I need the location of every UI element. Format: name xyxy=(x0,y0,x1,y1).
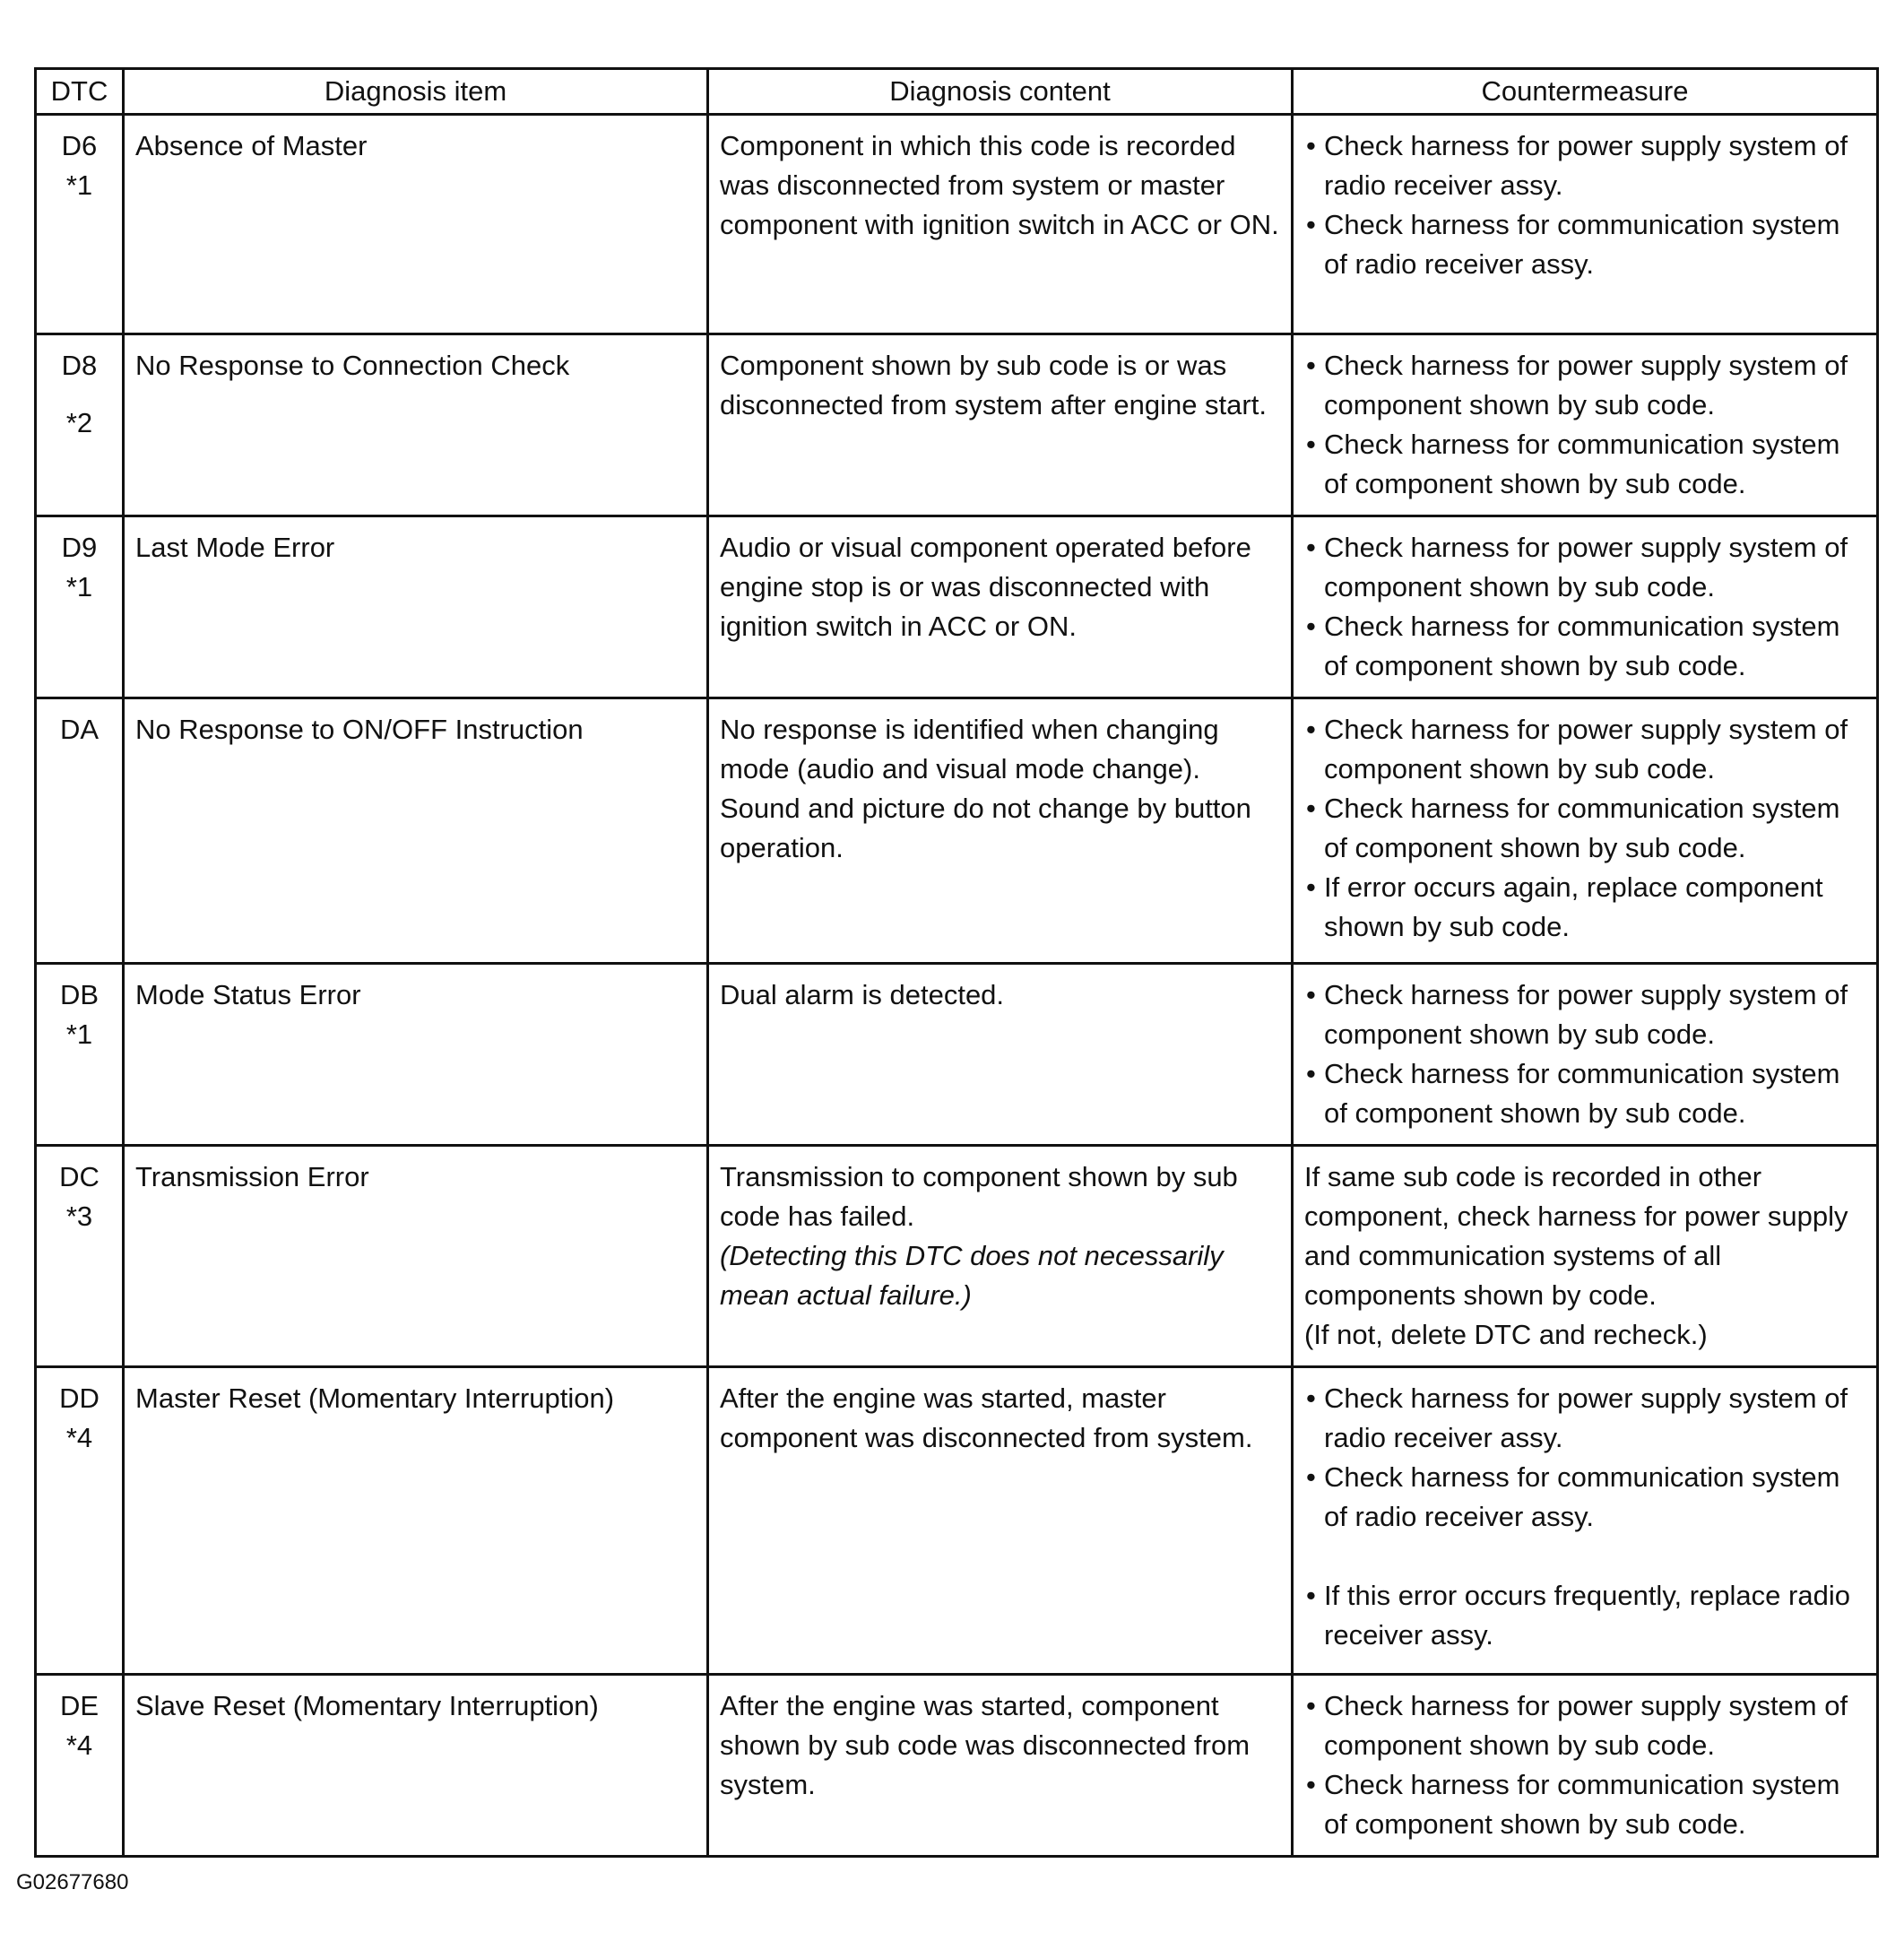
dtc-note: *1 xyxy=(65,571,93,602)
diagnosis-content: After the engine was started, master component was disconnected from system. xyxy=(708,1367,1293,1675)
dtc-code: DC xyxy=(59,1161,100,1192)
table-row xyxy=(36,964,1878,1146)
diagnosis-content: Audio or visual component operated before engine stop is or was disconnected with ignition switch in ACC or ON. xyxy=(708,516,1293,698)
countermeasure-cell xyxy=(1293,1146,1878,1367)
dtc-note: *4 xyxy=(65,1422,93,1453)
countermeasure-item: • Check harness for communication system of component shown by sub code. xyxy=(1304,425,1865,504)
dtc-code-cell xyxy=(36,1675,124,1857)
diagnosis-item: Transmission Error xyxy=(124,1146,708,1367)
diagnosis-content: Dual alarm is detected. xyxy=(708,964,1293,1146)
dtc-note: *4 xyxy=(65,1729,93,1761)
dtc-code: D8 xyxy=(61,350,98,381)
diagnosis-content-note: (Detecting this DTC does not necessarily mean actual failure.) xyxy=(720,1240,1224,1311)
countermeasure-item: • Check harness for power supply system of component shown by sub code. xyxy=(1304,346,1865,425)
dtc-code: DA xyxy=(59,714,100,745)
dtc-note: *1 xyxy=(65,1018,93,1050)
countermeasure-item: • Check harness for power supply system of component shown by sub code. xyxy=(1304,710,1865,789)
dtc-note: *3 xyxy=(65,1200,93,1232)
dtc-note: *2 xyxy=(65,407,93,438)
header-dtc: DTC xyxy=(36,69,124,115)
countermeasure-cell xyxy=(1293,698,1878,964)
dtc-code-cell xyxy=(36,516,124,698)
diagnosis-content: No response is identified when changing mode (audio and visual mode change). Sound and picture do not change by button operation. xyxy=(708,698,1293,964)
dtc-note: *1 xyxy=(65,169,93,201)
dtc-code: DB xyxy=(59,979,100,1010)
diagnosis-item: Absence of Master xyxy=(124,115,708,334)
countermeasure-cell xyxy=(1293,964,1878,1146)
countermeasure-item: • Check harness for power supply system of radio receiver assy. xyxy=(1304,126,1865,205)
header-diagnosis-content: Diagnosis content xyxy=(708,69,1293,115)
table-row xyxy=(36,1146,1878,1367)
countermeasure-cell xyxy=(1293,1675,1878,1857)
table-row xyxy=(36,1675,1878,1857)
dtc-table xyxy=(34,67,1879,1858)
dtc-code-cell xyxy=(36,964,124,1146)
countermeasure-item: • Check harness for communication system of component shown by sub code. xyxy=(1304,607,1865,686)
diagnosis-item: Master Reset (Momentary Interruption) xyxy=(124,1367,708,1675)
diagnosis-content: Component shown by sub code is or was disconnected from system after engine start. xyxy=(708,334,1293,516)
header-countermeasure: Countermeasure xyxy=(1293,69,1878,115)
countermeasure-item: • Check harness for communication system of radio receiver assy. xyxy=(1304,1458,1865,1537)
diagnosis-item: Last Mode Error xyxy=(124,516,708,698)
diagnosis-content: Component in which this code is recorded was disconnected from system or master component with ignition switch in ACC or ON. xyxy=(708,115,1293,334)
countermeasure-cell xyxy=(1293,1367,1878,1675)
table-row xyxy=(36,334,1878,516)
countermeasure-cell xyxy=(1293,115,1878,334)
dtc-code: DE xyxy=(59,1690,100,1721)
figure-reference-code: G02677680 xyxy=(16,1870,129,1894)
countermeasure-item: • Check harness for communication system of component shown by sub code. xyxy=(1304,1054,1865,1133)
diagnosis-item: No Response to Connection Check xyxy=(124,334,708,516)
countermeasure-item: • Check harness for communication system of component shown by sub code. xyxy=(1304,1765,1865,1844)
diagnosis-content: After the engine was started, component shown by sub code was disconnected from system. xyxy=(708,1675,1293,1857)
countermeasure-item: • Check harness for power supply system of component shown by sub code. xyxy=(1304,975,1865,1054)
table-row xyxy=(36,1367,1878,1675)
countermeasure-item: • Check harness for communication system of component shown by sub code. xyxy=(1304,789,1865,868)
diagnosis-item: Slave Reset (Momentary Interruption) xyxy=(124,1675,708,1857)
countermeasure-item: • Check harness for power supply system of radio receiver assy. xyxy=(1304,1379,1865,1458)
dtc-code: DD xyxy=(59,1382,100,1414)
diagnosis-item: No Response to ON/OFF Instruction xyxy=(124,698,708,964)
diagnosis-content-text: Transmission to component shown by sub code has failed. xyxy=(720,1161,1238,1232)
dtc-code: D6 xyxy=(61,130,98,161)
dtc-code-cell xyxy=(36,115,124,334)
countermeasure-item: • If this error occurs frequently, replace radio receiver assy. xyxy=(1304,1576,1865,1655)
diagnosis-item: Mode Status Error xyxy=(124,964,708,1146)
table-row xyxy=(36,115,1878,334)
table-row xyxy=(36,698,1878,964)
dtc-code: D9 xyxy=(61,532,98,563)
table-header-row xyxy=(36,69,1878,115)
header-diagnosis-item: Diagnosis item xyxy=(124,69,708,115)
countermeasure-cell xyxy=(1293,516,1878,698)
countermeasure-text-2: (If not, delete DTC and recheck.) xyxy=(1304,1319,1708,1350)
countermeasure-item: • Check harness for power supply system of component shown by sub code. xyxy=(1304,1686,1865,1765)
countermeasure-text: If same sub code is recorded in other component, check harness for power supply and communication systems of all components shown by code. xyxy=(1304,1161,1848,1311)
countermeasure-item: • Check harness for communication system of radio receiver assy. xyxy=(1304,205,1865,284)
dtc-code-cell xyxy=(36,698,124,964)
dtc-code-cell xyxy=(36,334,124,516)
countermeasure-item: • If error occurs again, replace component shown by sub code. xyxy=(1304,868,1865,947)
countermeasure-cell xyxy=(1293,334,1878,516)
diagnosis-content xyxy=(708,1146,1293,1367)
table-row xyxy=(36,516,1878,698)
dtc-code-cell xyxy=(36,1367,124,1675)
dtc-code-cell xyxy=(36,1146,124,1367)
countermeasure-item: • Check harness for power supply system of component shown by sub code. xyxy=(1304,528,1865,607)
